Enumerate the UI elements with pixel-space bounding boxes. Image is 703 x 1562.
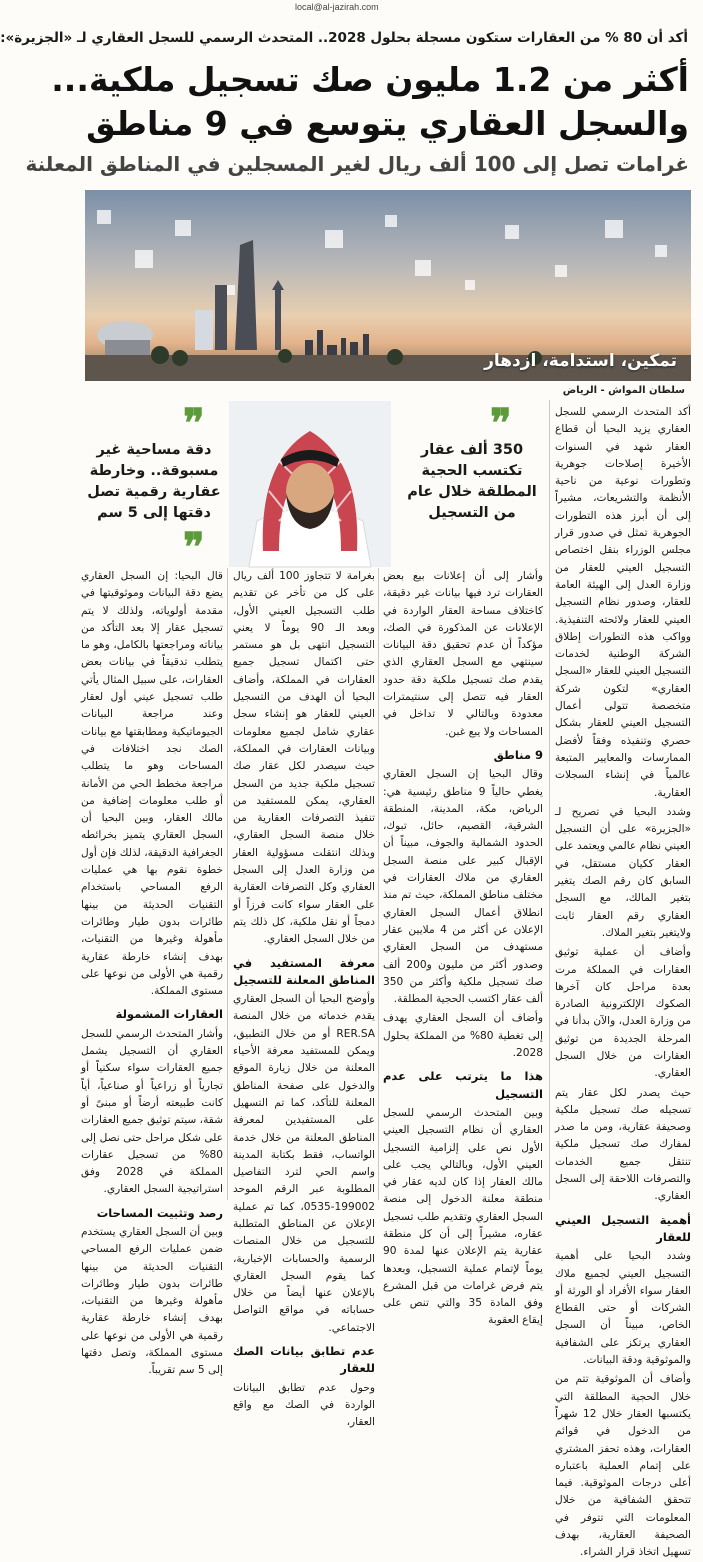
paragraph: وأضاف أن السجل العقاري يهدف إلى تغطية 80% من المملكة بحلول 2028. xyxy=(383,1012,543,1060)
headline-line-2: والسجل العقاري يتوسع في 9 مناطق xyxy=(86,104,689,143)
section-heading: هذا ما يترتب على عدم التسجيل xyxy=(383,1069,543,1101)
pull-quote-left: دقة مساحية غير مسبوقة.. وخارطة عقارية رقمية تصل دقتها إلى 5 سم xyxy=(87,442,221,521)
quote-mark-icon: ❞ xyxy=(490,400,512,447)
spokesperson-portrait xyxy=(229,401,391,567)
paragraph: وبين أن السجل العقاري يستخدم ضمن عمليات الرفع المساحي التقنيات الحديثة من بينها طائرات بدون طيار وطائرات مأهولة وغيرها من التقنيات، بهدف إنشاء خارطة عقارية رقمية هي الأولى من نوعها على مستوى المملكة، وتصل دقتها إلى 5 سم تقريباً. xyxy=(81,1225,223,1377)
column-divider xyxy=(227,568,228,1200)
paragraph: وأضاف أن عملية توثيق العقارات في المملكة مرت بعدة مراحل كان آخرها الصكوك الإلكترونية الصادرة من وزارة العدل، والآن بدأنا في المرحلة الجديدة من توثيق العقارات من خلال السجل العقاري. xyxy=(555,946,691,1080)
kicker: أكد أن 80 % من العقارات ستكون مسجلة بحلول 2028.. المتحدث الرسمي للسجل العقاري لـ «الجزيرة»: xyxy=(0,30,688,46)
paragraph: وقال البحيا إن السجل العقاري يغطي حالياً 9 مناطق رئيسية هي: الرياض، مكة، المدينة، المنطقة الشرقية، القصيم، حائل، تبوك، الحدود الشمالية والجوف، مبيناً أن الإقبال كبير على منصة السجل العقاري من ملاك العقارات في مختلف مناطق المملكة، حيث تم منذ انطلاق أعمال السجل العقاري الإعلان عن أكثر من 4 ملايين عقار مستهدف من السجل العقاري وصدور أكثر من مليون و200 ألف صك تسجيل ملكية وأكثر من 350 ألف عقار اكتسب الحجية المطلقة. xyxy=(383,768,544,1006)
skyline-photo xyxy=(85,190,691,381)
section-heading: 9 مناطق xyxy=(493,747,543,762)
paragraph: أكد المتحدث الرسمي للسجل العقاري يزيد البحيا أن قطاع العقار شهد في السنوات الأخيرة إصلاحات جوهرية وتطورات نوعية من ناحية الأنظمة والتشريعات، مشيراً إلى أن أبرز هذه التطورات الجوهرية تمثل في صدور قرار مجلس الوزراء بنقل اختصاص التسجيل العيني للعقار من وزارة العدل إلى الهيئة العامة للعقار، وصدور نظام التسجيل العيني للعقار ولائحته التنفيذية. وواكب هذه التطورات إطلاق الشركة الوطنية لخدمات التسجيل العيني للعقار «السجل العقاري» لتكون شركة متخصصة تتولى أعمال التسجيل العيني للعقار بشكل حصري وتنفيذه وفقاً لأفضل الممارسات والمعايير المتبعة عالمياً في إنشاء السجلات العقارية. xyxy=(555,406,691,799)
section-heading: العقارات المشمولة xyxy=(115,1007,223,1022)
section-heading: عدم تطابق بيانات الصك للعقار xyxy=(233,1344,375,1376)
quote-mark-icon: ❞ xyxy=(183,400,205,447)
paragraph: وأوضح البحيا أن السجل العقاري يقدم خدماته من خلال المنصة RER.SA أو من خلال التطبيق، ويمكن للمستفيد معرفة الأحياء المعلنة من خلال زيارة الموقع والدخول على صفحة المناطق المعلنة للتأكد، كما تم التسهيل على المستفيدين لمعرفة المناطق المعلنة من خلال خدمة الواتساب، فقط بكتابة المدينة واسم الحي لترد التفاصيل المطلوبة عبر الرقم الموحد 199002-0535، كما تم عملية الإعلان عن المناطق المتطلبة للتسجيل من خلال المنصات الرسمية والحسابات الإخبارية، كما يقوم السجل العقاري بالإعلان عنها أيضاً من خلال حساباته في مواقع التواصل الاجتماعي. xyxy=(233,993,375,1334)
paragraph: وبين المتحدث الرسمي للسجل العقاري أن نظام التسجيل العيني الأول نص على إلزامية التسجيل العيني الأول، وبالتالي يجب على مالك العقار إذا كان لديه عقار في منطقة معلنة الدخول إلى منصة السجل العقاري وتقديم طلب تسجيل عقاره، مشيراً إلى أن كل منطقة عقارية يتم الإعلان عنها لمدة 90 يوماً لإتمام عملية التسجيل، وبعدها يتم فرض غرامات من قبل المشرع وفق المادة 35 والتي تنص على إيقاع العقوبة xyxy=(383,1106,544,1327)
headline-line-1: أكثر من 1.2 مليون صك تسجيل ملكية... xyxy=(51,60,689,99)
article-column-3 xyxy=(233,568,375,1429)
section-heading: معرفة المستفيد في المناطق المعلنة للتسجيل xyxy=(233,955,375,987)
subheadline: غرامات تصل إلى 100 ألف ريال لغير المسجلين في المناطق المعلنة xyxy=(25,152,689,176)
paragraph: قال البحيا: إن السجل العقاري يضع دقة البيانات وموثوقيتها في مقدمة أولوياته، ولذلك لا يتم تسجيل عقار إلا بعد التأكد من بياناته ومراجعتها بالكامل، وهو ما يتطلب تدقيقاً في بيانات بعض العقارات، على سبيل المثال يأتي طلب تسجيل عيني أول لعقار وعند مراجعة البيانات الجيوماتيكية ومطابقتها مع بيانات الصك نجد اختلافات في المساحات وهو ما يتطلب مراجعة مخطط الحي من الأمانة أو طلب معلومات إضافية من مالك العقار، وبين البحيا أن السجل العقاري يتميز بخرائطه الجغرافية الدقيقة، لذلك فإن أول خطوة نقوم بها هي عمليات الرفع المساحي باستخدام التقنيات الحديثة من بينها طائرات بدون طيار وطائرات مأهولة وغيرها من التقنيات، بهدف إنشاء خارطة عقارية رقمية هي الأولى من نوعها على مستوى المملكة. xyxy=(81,570,223,998)
portrait-illustration xyxy=(229,401,391,567)
article-column-1 xyxy=(555,404,691,1559)
article-column-2 xyxy=(383,568,544,1327)
paragraph: حيث يصدر لكل عقار يتم تسجيله صك تسجيل ملكية وصحيفة عقارية، ومن ما صدر لمفارك صك تسجيل ملكية تنتقل جميع الخدمات والتصرفات اللاحقة إلى السجل العقاري. xyxy=(555,1086,691,1203)
byline: سلطان المواش - الرياض xyxy=(562,385,685,396)
paragraph: بغرامة لا تتجاوز 100 ألف ريال على كل من تأخر عن تقديم طلب التسجيل العيني الأول، وبعد الـ 90 يوماً لا يعني التسجيل انتهى بل هو مستمر حتى اكتمال تسجيل جميع العقارات في المملكة، وأضاف البحيا أن الهدف من التسجيل العيني للعقار هو إنشاء سجل عقاري شامل لجميع معلومات وبيانات العقارات في المملكة، حيث سيصدر لكل عقار صك تسجيل ملكية جديد من السجل العقاري، يمكن للمستفيد من تنفيذ التصرفات العقارية من خلال منصة السجل العقاري، وبذلك انتقلت مسؤولية العقار من وزارة العدل إلى السجل العقاري وكل التصرفات العقارية على العقار سواء كانت فرزاً أو دمجاً أو نقل ملكية، كل ذلك يتم من خلال السجل العقاري. xyxy=(233,570,375,946)
quote-mark-icon: ❞ xyxy=(183,524,205,571)
section-heading: أهمية التسجيل العيني للعقار xyxy=(555,1212,691,1244)
article-column-4 xyxy=(81,568,223,1377)
column-divider xyxy=(549,400,550,1200)
paragraph: وشدد البحيا على أهمية التسجيل العيني لجميع ملاك العقار سواء الأفراد أو الورثة أو الشركات أو حتى القطاع الخاص، مبيناً أن السجل العقاري يرتكز على الشفافية والموثوقية ودقة البيانات. xyxy=(555,1250,691,1367)
email-address: local@al-jazirah.com xyxy=(295,2,379,12)
column-divider xyxy=(378,568,379,1200)
pull-quote-right: 350 ألف عقار تكتسب الحجية المطلقة خلال عام من التسجيل xyxy=(407,442,537,521)
paragraph: وأضاف أن الموثوقية تتم من خلال الحجية المطلقة التي يكتسبها العقار خلال 12 شهراً من الدخول في قوائم العقارات، وهذه تحفز المشتري على إتمام العملية باعتباره أعلى درجات الموثوقية. فيما تتحقق الشفافية من خلال المعلومات التي تتوفر في الصحيفة العقارية، بهدف تسهيل اتخاذ قرار الشراء. xyxy=(555,1373,691,1559)
paragraph: وشدد البحيا في تصريح لـ «الجزيرة» على أن التسجيل العيني نظام عالمي ويعتمد على العقار ككيان مستقل، في السابق كان رقم الصك يتغير بتغير المالك، مع السجل العقاري رقم العقار ثابت ولايتغير بتغير الملاك. xyxy=(555,805,691,939)
paragraph: وحول عدم تطابق البيانات الواردة في الصك مع واقع العقار، xyxy=(233,1381,375,1429)
paragraph: وأشار إلى أن إعلانات بيع بعض العقارات ترد فيها بيانات غير دقيقة، كاختلاف مساحة العقار الواردة في الإعلانات عن المذكورة في الصك، مؤكداً أن عدم تحقيق دقة البيانات سينتهي مع السجل العقاري الذي يقدم صك تسجيل ملكية دقة حدود العقار فيه تتصل إلى سنتيمترات معدودة وبالتالي لا تداخل في المساحات ولا يبع غبن. xyxy=(383,570,543,738)
paragraph: وأشار المتحدث الرسمي للسجل العقاري أن التسجيل يشمل جميع العقارات سواء سكنياً أو تجارياً أو زراعياً أو صناعياً، أياً كانت طبيعته أرضاً أو مبنىً أو شقة، سيتم توثيق جميع العقارات على شكل مراحل حتى نصل إلى 80% من تسجيل عقارات المملكة في 2028 وفق استراتيجية السجل العقاري. xyxy=(81,1027,223,1196)
section-heading: رصد وتثبيت المساحات xyxy=(96,1205,223,1220)
photo-slogan: تمكين، استدامة، ازدهار xyxy=(484,351,677,371)
